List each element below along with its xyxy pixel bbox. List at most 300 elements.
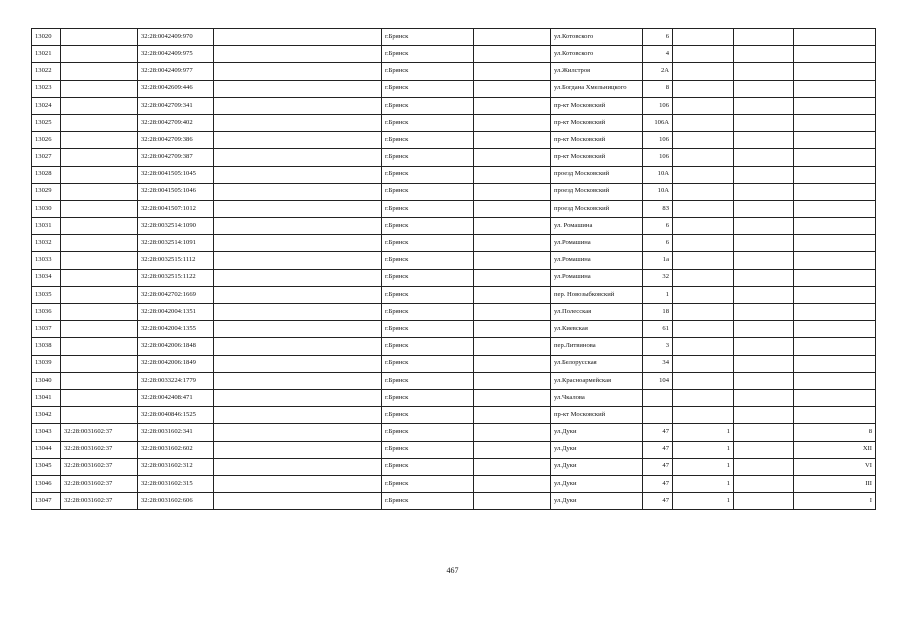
cell-section bbox=[673, 149, 734, 166]
cell-parent-cadastral-number bbox=[61, 252, 138, 269]
cell-parent-cadastral-number bbox=[61, 132, 138, 149]
table-row bbox=[32, 218, 876, 235]
table-row bbox=[32, 407, 876, 424]
cell-apartment: 8 bbox=[794, 424, 876, 441]
cell-cadastral-number: 32:28:0031602:341 bbox=[138, 424, 214, 441]
cell-empty bbox=[214, 166, 382, 183]
cell-street: ул.Киевская bbox=[551, 321, 643, 338]
cell-empty bbox=[734, 407, 794, 424]
cell-empty bbox=[734, 372, 794, 389]
cell-section bbox=[673, 235, 734, 252]
registry-body bbox=[32, 29, 876, 510]
cell-apartment bbox=[794, 149, 876, 166]
cell-city: г.Брянск bbox=[382, 372, 474, 389]
cell-apartment bbox=[794, 407, 876, 424]
cell-house-number: 8З bbox=[643, 200, 673, 217]
cell-cadastral-number: 32:28:0042709:386 bbox=[138, 132, 214, 149]
cell-empty bbox=[214, 475, 382, 492]
cell-apartment: XII bbox=[794, 441, 876, 458]
registry-table bbox=[31, 28, 876, 510]
cell-parent-cadastral-number: 32:28:0031602:37 bbox=[61, 475, 138, 492]
cell-cadastral-number: 32:28:0042409:970 bbox=[138, 29, 214, 46]
cell-empty bbox=[734, 200, 794, 217]
cell-empty bbox=[214, 235, 382, 252]
cell-empty bbox=[734, 338, 794, 355]
cell-house-number: 10А bbox=[643, 183, 673, 200]
cell-empty bbox=[214, 338, 382, 355]
table-row bbox=[32, 269, 876, 286]
cell-section bbox=[673, 29, 734, 46]
cell-section: 1 bbox=[673, 441, 734, 458]
cell-row-number: 13033 bbox=[32, 252, 61, 269]
cell-cadastral-number: 32:28:0042006:1849 bbox=[138, 355, 214, 372]
cell-row-number: 13025 bbox=[32, 114, 61, 131]
cell-apartment bbox=[794, 252, 876, 269]
cell-empty bbox=[214, 424, 382, 441]
cell-house-number: 10А bbox=[643, 166, 673, 183]
cell-row-number: 13024 bbox=[32, 97, 61, 114]
cell-empty bbox=[474, 200, 551, 217]
cell-empty bbox=[474, 441, 551, 458]
cell-street: пр-кт Московский bbox=[551, 114, 643, 131]
cell-empty bbox=[214, 458, 382, 475]
cell-empty bbox=[734, 475, 794, 492]
cell-section bbox=[673, 132, 734, 149]
cell-street: пр-кт Московский bbox=[551, 407, 643, 424]
cell-empty bbox=[214, 355, 382, 372]
cell-city: г.Брянск bbox=[382, 355, 474, 372]
cell-city: г.Брянск bbox=[382, 458, 474, 475]
cell-apartment bbox=[794, 114, 876, 131]
cell-empty bbox=[214, 46, 382, 63]
cell-section bbox=[673, 304, 734, 321]
cell-empty bbox=[474, 321, 551, 338]
cell-parent-cadastral-number: 32:28:0031602:37 bbox=[61, 424, 138, 441]
cell-empty bbox=[474, 80, 551, 97]
cell-street: пер. Новозыбковский bbox=[551, 286, 643, 303]
cell-empty bbox=[734, 114, 794, 131]
cell-apartment bbox=[794, 132, 876, 149]
cell-cadastral-number: 32:28:0041505:1046 bbox=[138, 183, 214, 200]
cell-empty bbox=[474, 407, 551, 424]
cell-city: г.Брянск bbox=[382, 269, 474, 286]
cell-city: г.Брянск bbox=[382, 424, 474, 441]
cell-street: проезд Московский bbox=[551, 183, 643, 200]
cell-empty bbox=[474, 355, 551, 372]
table-row bbox=[32, 114, 876, 131]
cell-empty bbox=[474, 458, 551, 475]
table-row bbox=[32, 80, 876, 97]
cell-street: пр-кт Московский bbox=[551, 132, 643, 149]
cell-apartment bbox=[794, 321, 876, 338]
cell-apartment bbox=[794, 200, 876, 217]
cell-empty bbox=[474, 338, 551, 355]
cell-apartment bbox=[794, 29, 876, 46]
cell-empty bbox=[214, 493, 382, 510]
cell-row-number: 13047 bbox=[32, 493, 61, 510]
cell-parent-cadastral-number bbox=[61, 304, 138, 321]
cell-empty bbox=[214, 183, 382, 200]
cell-empty bbox=[734, 304, 794, 321]
cell-section bbox=[673, 338, 734, 355]
cell-empty bbox=[474, 183, 551, 200]
cell-street: пр-кт Московский bbox=[551, 97, 643, 114]
cell-city: г.Брянск bbox=[382, 235, 474, 252]
cell-city: г.Брянск bbox=[382, 475, 474, 492]
cell-street: ул.Ромашина bbox=[551, 235, 643, 252]
cell-street: ул.Ромашина bbox=[551, 269, 643, 286]
cell-apartment bbox=[794, 286, 876, 303]
cell-street: ул.Дуки bbox=[551, 441, 643, 458]
cell-cadastral-number: 32:28:0032515:1112 bbox=[138, 252, 214, 269]
cell-street: проезд Московский bbox=[551, 200, 643, 217]
table-row bbox=[32, 424, 876, 441]
cell-empty bbox=[214, 218, 382, 235]
cell-empty bbox=[734, 166, 794, 183]
cell-house-number: 3 bbox=[643, 338, 673, 355]
cell-row-number: 13044 bbox=[32, 441, 61, 458]
cell-street: ул.Полесская bbox=[551, 304, 643, 321]
cell-empty bbox=[474, 132, 551, 149]
cell-city: г.Брянск bbox=[382, 252, 474, 269]
cell-street: ул.Чкалова bbox=[551, 389, 643, 406]
cell-house-number: 6 bbox=[643, 218, 673, 235]
cell-city: г.Брянск bbox=[382, 218, 474, 235]
table-row bbox=[32, 389, 876, 406]
cell-section bbox=[673, 218, 734, 235]
table-row bbox=[32, 475, 876, 492]
cell-apartment: VI bbox=[794, 458, 876, 475]
cell-street: ул.Дуки bbox=[551, 475, 643, 492]
cell-city: г.Брянск bbox=[382, 441, 474, 458]
cell-empty bbox=[474, 493, 551, 510]
cell-apartment bbox=[794, 235, 876, 252]
cell-city: г.Брянск bbox=[382, 149, 474, 166]
cell-empty bbox=[474, 424, 551, 441]
cell-row-number: 13023 bbox=[32, 80, 61, 97]
cell-empty bbox=[214, 407, 382, 424]
cell-apartment bbox=[794, 166, 876, 183]
cell-empty bbox=[474, 29, 551, 46]
cell-cadastral-number: 32:28:0042609:446 bbox=[138, 80, 214, 97]
cell-parent-cadastral-number bbox=[61, 269, 138, 286]
cell-row-number: 13039 bbox=[32, 355, 61, 372]
cell-row-number: 13027 bbox=[32, 149, 61, 166]
cell-cadastral-number: 32:28:0041507:1012 bbox=[138, 200, 214, 217]
cell-empty bbox=[734, 63, 794, 80]
cell-section bbox=[673, 200, 734, 217]
cell-section bbox=[673, 183, 734, 200]
cell-city: г.Брянск bbox=[382, 200, 474, 217]
cell-empty bbox=[474, 389, 551, 406]
cell-empty bbox=[734, 458, 794, 475]
cell-parent-cadastral-number: 32:28:0031602:37 bbox=[61, 493, 138, 510]
cell-parent-cadastral-number: 32:28:0031602:37 bbox=[61, 458, 138, 475]
cell-apartment bbox=[794, 269, 876, 286]
cell-empty bbox=[214, 97, 382, 114]
cell-parent-cadastral-number bbox=[61, 114, 138, 131]
cell-empty bbox=[474, 97, 551, 114]
cell-street: пр-кт Московский bbox=[551, 149, 643, 166]
table-row bbox=[32, 46, 876, 63]
cell-section bbox=[673, 63, 734, 80]
table-row bbox=[32, 29, 876, 46]
cell-empty bbox=[214, 114, 382, 131]
cell-empty bbox=[214, 304, 382, 321]
table-row bbox=[32, 149, 876, 166]
cell-row-number: 13028 bbox=[32, 166, 61, 183]
cell-street: ул.Дуки bbox=[551, 493, 643, 510]
cell-section bbox=[673, 286, 734, 303]
cell-house-number: 18 bbox=[643, 304, 673, 321]
cell-empty bbox=[734, 269, 794, 286]
cell-row-number: 13020 bbox=[32, 29, 61, 46]
cell-house-number: 6 bbox=[643, 29, 673, 46]
cell-house-number: 47 bbox=[643, 424, 673, 441]
cell-row-number: 13038 bbox=[32, 338, 61, 355]
cell-apartment bbox=[794, 304, 876, 321]
cell-row-number: 13046 bbox=[32, 475, 61, 492]
cell-row-number: 13030 bbox=[32, 200, 61, 217]
cell-parent-cadastral-number bbox=[61, 166, 138, 183]
cell-empty bbox=[734, 29, 794, 46]
table-row bbox=[32, 372, 876, 389]
cell-cadastral-number: 32:28:0042709:402 bbox=[138, 114, 214, 131]
cell-cadastral-number: 32:28:0042409:977 bbox=[138, 63, 214, 80]
cell-cadastral-number: 32:28:0033224:1779 bbox=[138, 372, 214, 389]
cell-empty bbox=[214, 80, 382, 97]
cell-parent-cadastral-number bbox=[61, 46, 138, 63]
cell-empty bbox=[734, 493, 794, 510]
cell-section bbox=[673, 166, 734, 183]
cell-apartment bbox=[794, 97, 876, 114]
table-row bbox=[32, 338, 876, 355]
cell-empty bbox=[474, 304, 551, 321]
cell-parent-cadastral-number: 32:28:0031602:37 bbox=[61, 441, 138, 458]
cell-empty bbox=[214, 286, 382, 303]
cell-city: г.Брянск bbox=[382, 97, 474, 114]
cell-house-number bbox=[643, 407, 673, 424]
cell-empty bbox=[734, 321, 794, 338]
cell-cadastral-number: 32:28:0042004:1355 bbox=[138, 321, 214, 338]
cell-house-number: 4 bbox=[643, 46, 673, 63]
cell-apartment bbox=[794, 183, 876, 200]
cell-cadastral-number: 32:28:0042409:975 bbox=[138, 46, 214, 63]
cell-street: ул.Котовского bbox=[551, 46, 643, 63]
cell-empty bbox=[734, 424, 794, 441]
cell-apartment: III bbox=[794, 475, 876, 492]
cell-cadastral-number: 32:28:0042408:471 bbox=[138, 389, 214, 406]
cell-cadastral-number: 32:28:0032514:1090 bbox=[138, 218, 214, 235]
cell-empty bbox=[474, 218, 551, 235]
cell-empty bbox=[734, 97, 794, 114]
cell-row-number: 13029 bbox=[32, 183, 61, 200]
cell-city: г.Брянск bbox=[382, 389, 474, 406]
cell-city: г.Брянск bbox=[382, 321, 474, 338]
cell-cadastral-number: 32:28:0040846:1525 bbox=[138, 407, 214, 424]
cell-section bbox=[673, 407, 734, 424]
cell-section: 1 bbox=[673, 493, 734, 510]
cell-house-number: 104 bbox=[643, 372, 673, 389]
cell-house-number: 106А bbox=[643, 114, 673, 131]
cell-city: г.Брянск bbox=[382, 46, 474, 63]
cell-row-number: 13032 bbox=[32, 235, 61, 252]
cell-house-number: 34 bbox=[643, 355, 673, 372]
cell-section bbox=[673, 355, 734, 372]
cell-cadastral-number: 32:28:0031602:312 bbox=[138, 458, 214, 475]
cell-empty bbox=[474, 252, 551, 269]
cell-parent-cadastral-number bbox=[61, 200, 138, 217]
table-row bbox=[32, 183, 876, 200]
cell-section bbox=[673, 321, 734, 338]
cell-parent-cadastral-number bbox=[61, 80, 138, 97]
cell-city: г.Брянск bbox=[382, 338, 474, 355]
cell-parent-cadastral-number bbox=[61, 355, 138, 372]
cell-house-number bbox=[643, 389, 673, 406]
cell-city: г.Брянск bbox=[382, 114, 474, 131]
table-row bbox=[32, 252, 876, 269]
cell-street: ул.Белорусская bbox=[551, 355, 643, 372]
cell-empty bbox=[214, 389, 382, 406]
cell-house-number: 106 bbox=[643, 149, 673, 166]
cell-house-number: 47 bbox=[643, 441, 673, 458]
cell-empty bbox=[474, 166, 551, 183]
cell-empty bbox=[214, 200, 382, 217]
cell-house-number: 47 bbox=[643, 475, 673, 492]
cell-apartment bbox=[794, 63, 876, 80]
cell-empty bbox=[734, 286, 794, 303]
cell-street: ул.Котовского bbox=[551, 29, 643, 46]
table-row bbox=[32, 304, 876, 321]
cell-house-number: 61 bbox=[643, 321, 673, 338]
cell-parent-cadastral-number bbox=[61, 372, 138, 389]
cell-row-number: 13043 bbox=[32, 424, 61, 441]
cell-row-number: 13026 bbox=[32, 132, 61, 149]
cell-parent-cadastral-number bbox=[61, 63, 138, 80]
cell-parent-cadastral-number bbox=[61, 389, 138, 406]
cell-city: г.Брянск bbox=[382, 286, 474, 303]
cell-parent-cadastral-number bbox=[61, 149, 138, 166]
cell-street: ул.Богдана Хмельницкого bbox=[551, 80, 643, 97]
table-row bbox=[32, 493, 876, 510]
cell-empty bbox=[734, 355, 794, 372]
cell-section: 1 bbox=[673, 424, 734, 441]
cell-empty bbox=[474, 63, 551, 80]
cell-row-number: 13042 bbox=[32, 407, 61, 424]
cell-house-number: 106 bbox=[643, 97, 673, 114]
cell-cadastral-number: 32:28:0042004:1351 bbox=[138, 304, 214, 321]
cell-house-number: 2А bbox=[643, 63, 673, 80]
cell-row-number: 13037 bbox=[32, 321, 61, 338]
table-row bbox=[32, 166, 876, 183]
cell-cadastral-number: 32:28:0031602:602 bbox=[138, 441, 214, 458]
cell-empty bbox=[474, 46, 551, 63]
cell-house-number: 8 bbox=[643, 80, 673, 97]
cell-empty bbox=[214, 149, 382, 166]
cell-parent-cadastral-number bbox=[61, 286, 138, 303]
cell-row-number: 13040 bbox=[32, 372, 61, 389]
cell-row-number: 13035 bbox=[32, 286, 61, 303]
cell-section bbox=[673, 372, 734, 389]
cell-parent-cadastral-number bbox=[61, 183, 138, 200]
cell-row-number: 13034 bbox=[32, 269, 61, 286]
cell-empty bbox=[474, 114, 551, 131]
cell-empty bbox=[474, 269, 551, 286]
cell-section bbox=[673, 80, 734, 97]
cell-street: проезд Московский bbox=[551, 166, 643, 183]
cell-empty bbox=[474, 475, 551, 492]
cell-apartment bbox=[794, 80, 876, 97]
cell-section bbox=[673, 114, 734, 131]
cell-house-number: 32 bbox=[643, 269, 673, 286]
table-row bbox=[32, 321, 876, 338]
table-row bbox=[32, 63, 876, 80]
cell-apartment bbox=[794, 389, 876, 406]
cell-section bbox=[673, 269, 734, 286]
cell-street: ул.Красноармейская bbox=[551, 372, 643, 389]
table-row bbox=[32, 458, 876, 475]
cell-city: г.Брянск bbox=[382, 80, 474, 97]
cell-empty bbox=[734, 132, 794, 149]
cell-house-number: 106 bbox=[643, 132, 673, 149]
cell-section bbox=[673, 46, 734, 63]
cell-parent-cadastral-number bbox=[61, 97, 138, 114]
cell-apartment bbox=[794, 355, 876, 372]
cell-parent-cadastral-number bbox=[61, 407, 138, 424]
cell-street: пер.Литвинова bbox=[551, 338, 643, 355]
cell-apartment bbox=[794, 46, 876, 63]
cell-cadastral-number: 32:28:0042006:1848 bbox=[138, 338, 214, 355]
cell-row-number: 13021 bbox=[32, 46, 61, 63]
cell-empty bbox=[474, 286, 551, 303]
cell-empty bbox=[214, 63, 382, 80]
cell-section: 1 bbox=[673, 475, 734, 492]
cell-city: г.Брянск bbox=[382, 132, 474, 149]
table-row bbox=[32, 286, 876, 303]
cell-empty bbox=[214, 132, 382, 149]
cell-street: ул.Дуки bbox=[551, 458, 643, 475]
cell-parent-cadastral-number bbox=[61, 235, 138, 252]
cell-city: г.Брянск bbox=[382, 304, 474, 321]
cell-empty bbox=[474, 372, 551, 389]
cell-apartment: I bbox=[794, 493, 876, 510]
cell-cadastral-number: 32:28:0042702:1669 bbox=[138, 286, 214, 303]
cell-parent-cadastral-number bbox=[61, 338, 138, 355]
cell-empty bbox=[734, 80, 794, 97]
table-row bbox=[32, 200, 876, 217]
table-row bbox=[32, 97, 876, 114]
cell-house-number: 47 bbox=[643, 458, 673, 475]
cell-cadastral-number: 32:28:0041505:1045 bbox=[138, 166, 214, 183]
cell-parent-cadastral-number bbox=[61, 29, 138, 46]
cell-section bbox=[673, 389, 734, 406]
cell-house-number: 1а bbox=[643, 252, 673, 269]
cell-house-number: 47 bbox=[643, 493, 673, 510]
page-number: 467 bbox=[446, 566, 459, 575]
cell-empty bbox=[214, 441, 382, 458]
cell-cadastral-number: 32:28:0042709:341 bbox=[138, 97, 214, 114]
table-row bbox=[32, 235, 876, 252]
cell-parent-cadastral-number bbox=[61, 321, 138, 338]
cell-cadastral-number: 32:28:0031602:606 bbox=[138, 493, 214, 510]
cell-empty bbox=[734, 252, 794, 269]
cell-city: г.Брянск bbox=[382, 29, 474, 46]
cell-city: г.Брянск bbox=[382, 493, 474, 510]
cell-empty bbox=[734, 218, 794, 235]
cell-row-number: 13041 bbox=[32, 389, 61, 406]
cell-apartment bbox=[794, 218, 876, 235]
cell-empty bbox=[734, 235, 794, 252]
